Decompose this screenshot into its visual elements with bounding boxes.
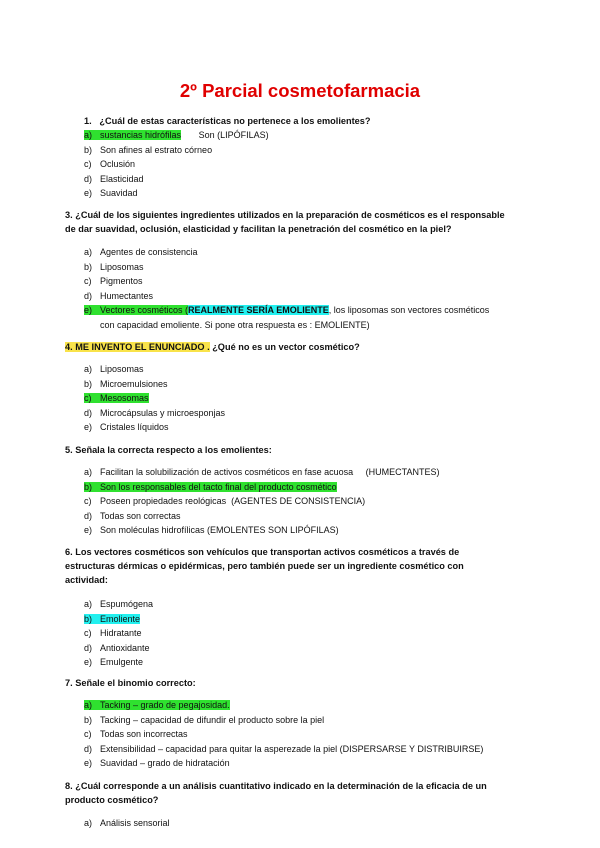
option-c[interactable]: c) Hidratante: [84, 628, 142, 639]
option-note: Son (LIPÓFILAS): [198, 130, 269, 140]
question-3: 3. ¿Cuál de los siguientes ingredientes utilizados en la preparación de cosméticos es el responsable de dar suavidad, oclusión, elasticidad y facilitan la penetración del cosmético en la piel?: [65, 210, 505, 234]
question-5-options: [84, 465, 534, 538]
option-e-continuation: con capacidad emoliente. Si pone otra respuesta es : EMOLIENTE): [100, 319, 370, 330]
option-a[interactable]: a) Liposomas: [84, 364, 144, 374]
option-d[interactable]: d) Microcápsulas y microesponjas: [84, 407, 226, 418]
question-number: 1.: [84, 116, 92, 126]
option-b[interactable]: b) Liposomas: [84, 261, 144, 272]
option-a[interactable]: a) sustancias hidrófilas Son (LIPÓFILAS): [84, 130, 269, 140]
option-d[interactable]: d) Elasticidad: [84, 173, 144, 184]
option-e[interactable]: e) Emulgente: [84, 657, 144, 668]
option-c[interactable]: c) Poseen propiedades reológicas (AGENTES DE CONSISTENCIA): [84, 496, 366, 507]
option-e[interactable]: e) Cristales líquidos: [84, 422, 169, 433]
question-7-options: [84, 698, 534, 771]
question-1-options: [84, 128, 534, 201]
option-c[interactable]: c) Mesosomas: [84, 393, 149, 404]
option-d[interactable]: d) Extensibilidad – capacidad para quitar la asperezade la piel (DISPERSARSE Y DISTRIBUIRSE): [84, 743, 484, 754]
page-title: 2º Parcial cosmetofarmacia: [179, 80, 421, 101]
option-note: (AGENTES DE CONSISTENCIA): [231, 496, 366, 507]
option-e[interactable]: e) Vectores cosméticos (REALMENTE SERÍA EMOLIENTE, los liposomas son vectores cosméticos: [84, 305, 490, 316]
option-note-highlight: REALMENTE SERÍA EMOLIENTE: [188, 305, 329, 316]
option-b[interactable]: b) Son afines al estrato córneo: [84, 144, 213, 155]
option-a[interactable]: a) Análisis sensorial: [84, 818, 170, 828]
option-a[interactable]: a) Tacking – grado de pegajosidad.: [84, 700, 230, 710]
option-c[interactable]: c) Oclusión: [84, 159, 136, 170]
question-6: 6. Los vectores cosméticos son vehículos que transportan activos cosméticos a través de estructuras dérmicas o epidérmicas, pero también puede ser un ingrediente cosmético con actividad:: [65, 547, 464, 585]
option-note: (HUMECTANTES): [365, 467, 440, 477]
option-e[interactable]: e) Suavidad: [84, 188, 138, 199]
option-a[interactable]: a) Facilitan la solubilización de activos cosméticos en fase acuosa (HUMECTANTES): [84, 467, 440, 477]
option-a[interactable]: a) Agentes de consistencia: [84, 247, 198, 257]
question-prefix: 4. ME INVENTO EL ENUNCIADO .: [65, 342, 210, 352]
question-1: [84, 114, 554, 128]
question-text: ¿Cuál de estas características no pertenece a los emolientes?: [99, 116, 371, 126]
option-d[interactable]: d) Todas son correctas: [84, 510, 181, 521]
option-c[interactable]: c) Pigmentos: [84, 276, 143, 287]
question-7: 7. Señale el binomio correcto:: [65, 678, 196, 688]
option-a[interactable]: a) Espumógena: [84, 599, 154, 609]
option-b[interactable]: b) Emoliente: [84, 613, 141, 624]
option-e[interactable]: e) Suavidad – grado de hidratación: [84, 758, 230, 769]
question-5: 5. Señala la correcta respecto a los emolientes:: [65, 445, 272, 455]
option-d[interactable]: d) Humectantes: [84, 290, 154, 301]
question-8-options: [84, 816, 534, 831]
option-c[interactable]: c) Todas son incorrectas: [84, 729, 188, 740]
option-e[interactable]: e) Son moléculas hidrofílicas (EMOLENTES SON LIPÓFILAS): [84, 525, 339, 536]
question-3-options: [84, 245, 534, 333]
question-4-options: [84, 362, 534, 435]
option-b[interactable]: b) Microemulsiones: [84, 378, 168, 389]
option-b[interactable]: b) Tacking – capacidad de difundir el producto sobre la piel: [84, 714, 325, 725]
option-b[interactable]: b) Son los responsables del tacto final del producto cosmético: [84, 481, 337, 492]
option-d[interactable]: d) Antioxidante: [84, 642, 150, 653]
question-4: 4. ME INVENTO EL ENUNCIADO . ¿Qué no es un vector cosmético?: [65, 342, 360, 352]
question-8: 8. ¿Cuál corresponde a un análisis cuantitativo indicado en la determinación de la eficacia de un producto cosmético?: [65, 781, 487, 805]
question-6-options: [84, 597, 534, 670]
